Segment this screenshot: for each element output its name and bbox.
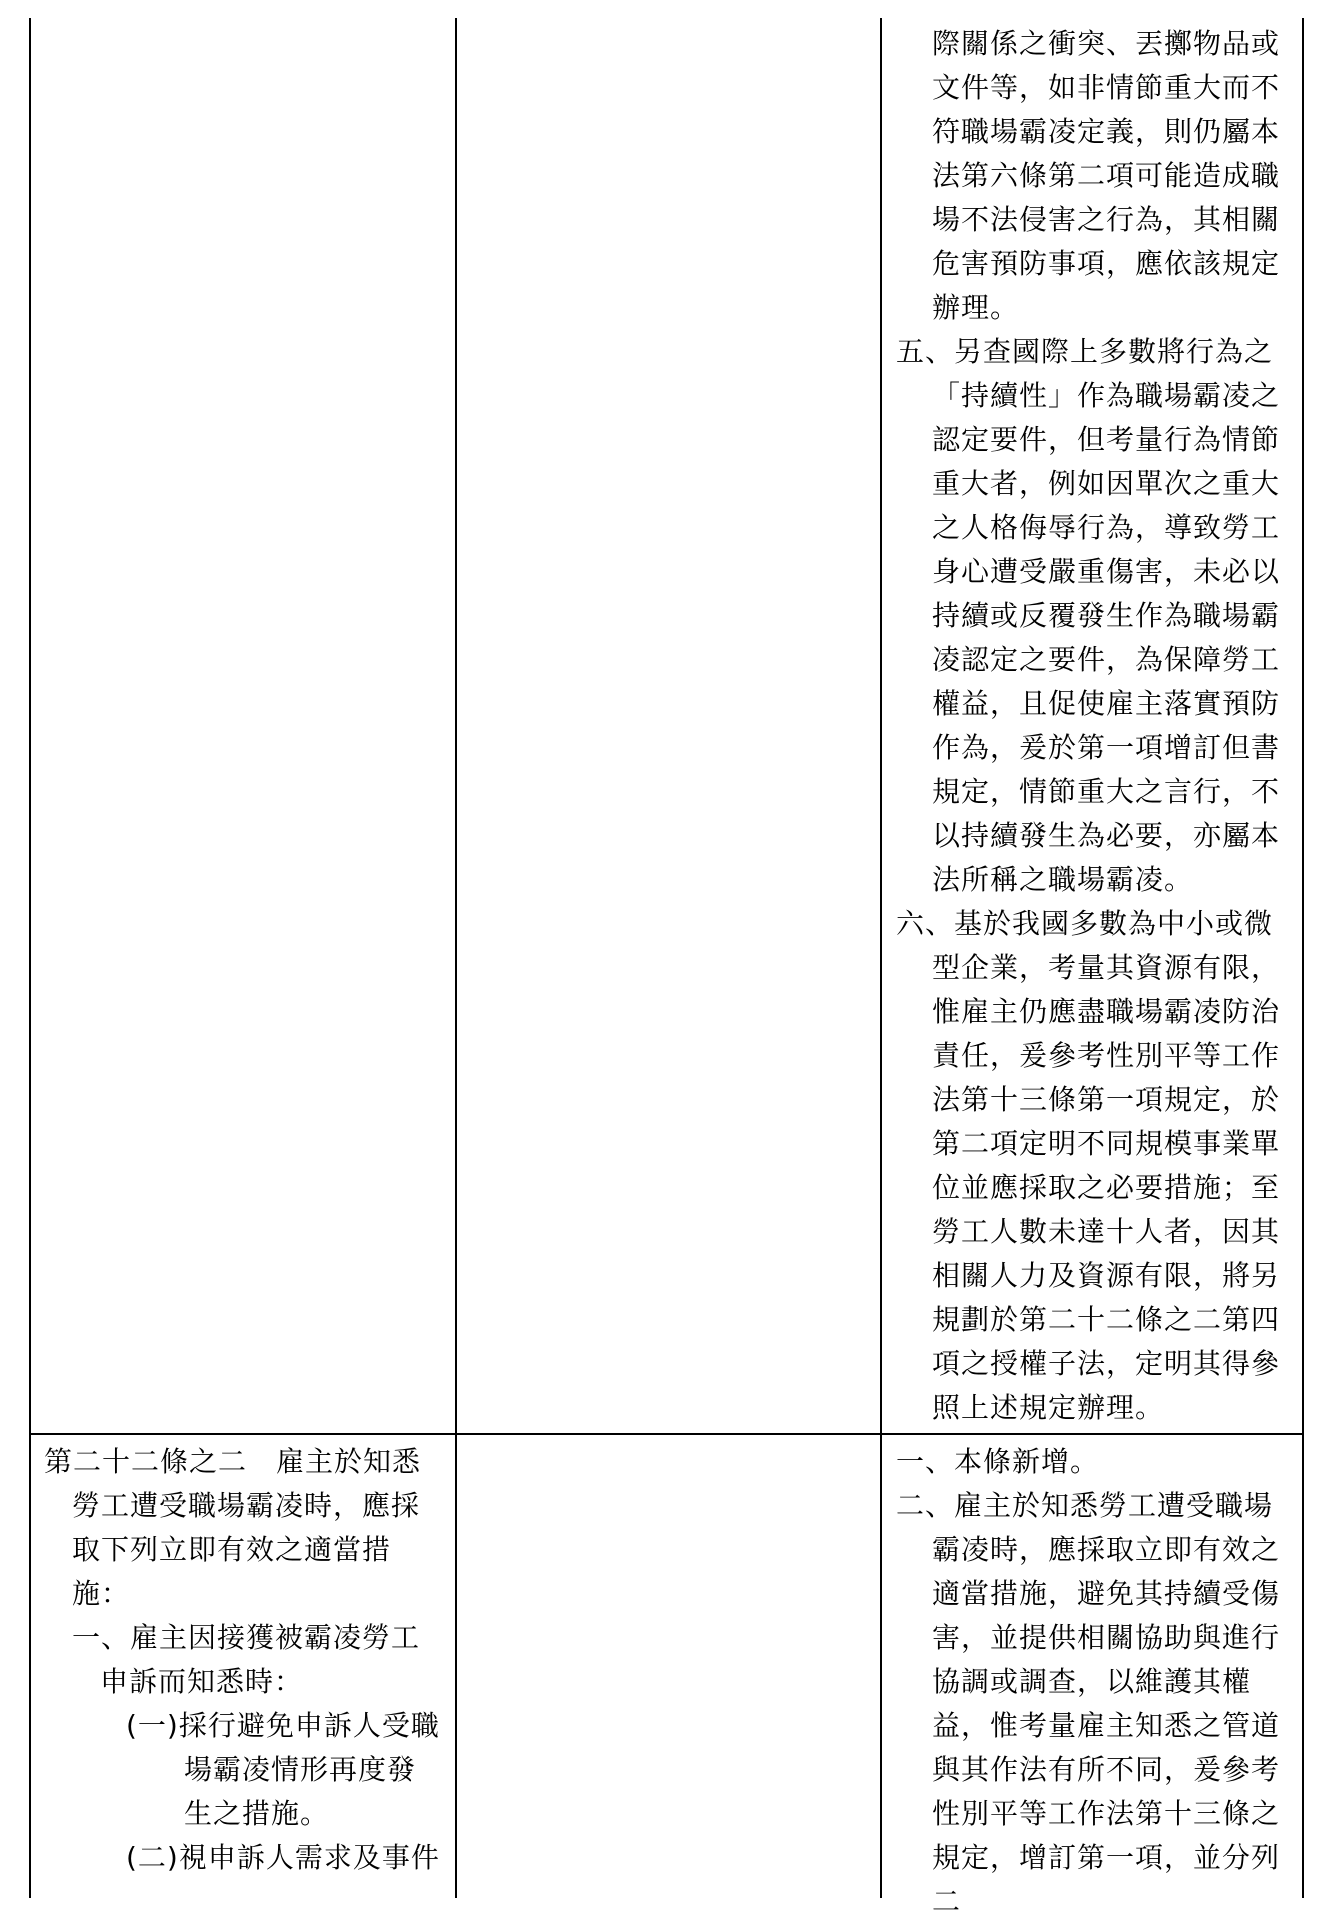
- table-divider-2: [880, 18, 882, 1898]
- table-border-right: [1302, 18, 1304, 1898]
- table-divider-1: [455, 18, 457, 1898]
- explanation-item-6: 六、基於我國多數為中小或微型企業，考量其資源有限，惟雇主仍應盡職場霸凌防治責任，爰參考性別平等工作法第十三條第一項規定，於第二項定明不同規模事業單位並應採取之必要措施；至勞工人數未達十人者，因其相關人力及資源有限，將另規劃於第二十二條之二第四項之授權子法，定明其得參照上述規定辦理。: [896, 907, 1281, 1424]
- article-item-1: 一、雇主因接獲被霸凌勞工申訴而知悉時：: [72, 1621, 421, 1698]
- article-subitem-2: (二)視申訴人需求及事件: [126, 1841, 440, 1874]
- row2-article-cell: [44, 1440, 442, 1880]
- explanation-item-5: 五、另查國際上多數將行為之「持續性」作為職場霸凌之認定要件，但考量行為情節重大者，例如因單次之重大之人格侮辱行為，導致勞工身心遭受嚴重傷害，未必以持續或反覆發生作為職場霸凌認定之要件，為保障勞工權益，且促使雇主落實預防作為，爰於第一項增訂但書規定，情節重大之言行，不以持續發生為必要，亦屬本法所稱之職場霸凌。: [896, 335, 1281, 896]
- row1-explanation-cell: [896, 22, 1296, 1430]
- table-border-left: [29, 18, 31, 1898]
- article-subitem-1: (一)採行避免申訴人受職場霸凌情形再度發生之措施。: [126, 1709, 440, 1830]
- article-22-2-text: 第二十二條之二 雇主於知悉勞工遭受職場霸凌時，應採取下列立即有效之適當措施：: [44, 1445, 422, 1610]
- row-separator: [29, 1433, 1304, 1435]
- row2-explanation-cell: [896, 1440, 1296, 1924]
- explanation-continuation: 際關係之衝突、丟擲物品或文件等，如非情節重大而不符職場霸凌定義，則仍屬本法第六條第二項可能造成職場不法侵害之行為，其相關危害預防事項，應依該規定辦理。: [932, 27, 1281, 324]
- explanation-item-1: 一、本條新增。: [896, 1445, 1100, 1478]
- explanation-item-2: 二、雇主於知悉勞工遭受職場霸凌時，應採取立即有效之適當措施，避免其持續受傷害，並提供相關協助與進行協調或調查，以維護其權益，惟考量雇主知悉之管道與其作法有所不同，爰參考性別平等工作法第十三條之規定，增訂第一項，並分列二: [896, 1489, 1281, 1918]
